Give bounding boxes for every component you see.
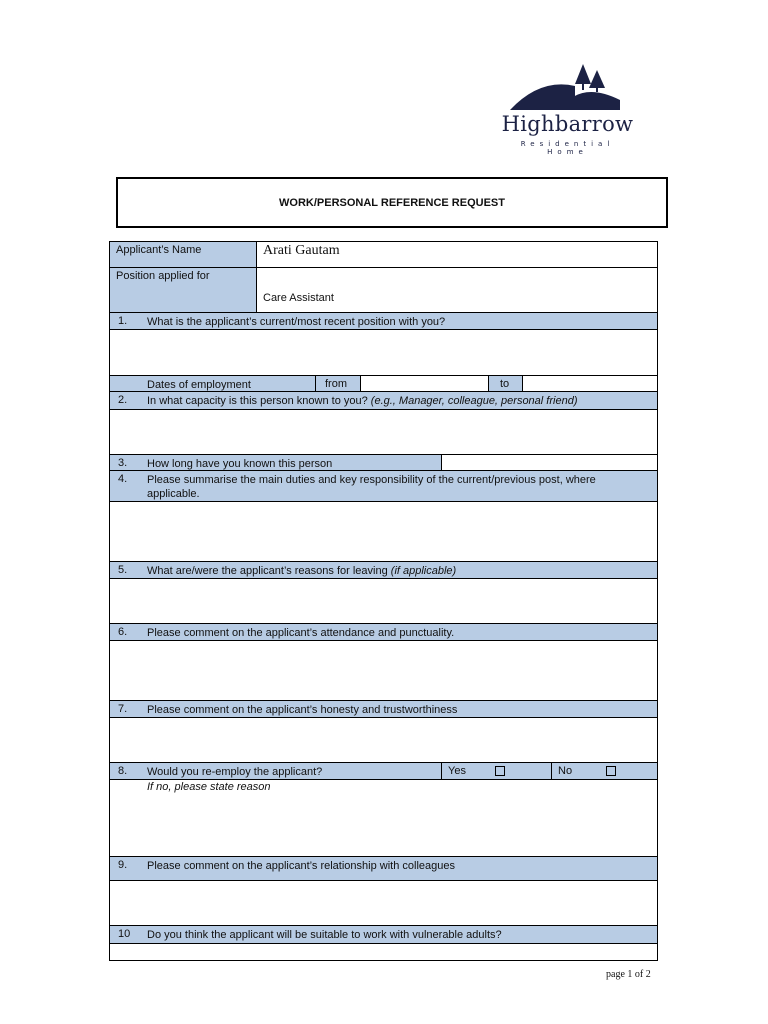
dates-row	[110, 376, 657, 392]
q1-text: What is the applicant’s current/most recent position with you?	[147, 316, 446, 328]
q8-yes-label: Yes	[448, 765, 466, 777]
q1-header	[110, 313, 657, 330]
q5-answer-field[interactable]	[110, 579, 657, 624]
q8-text: Would you re-employ the applicant?	[147, 766, 323, 778]
dates-from-field[interactable]	[360, 376, 488, 391]
q7-number: 7.	[118, 703, 128, 715]
logo-subtitle: Residential	[520, 140, 615, 148]
reference-form	[109, 241, 658, 961]
hill-tree-icon	[505, 60, 630, 112]
q10-answer-field[interactable]	[110, 944, 657, 960]
q3-text: How long have you known this person	[147, 458, 333, 470]
highbarrow-logo	[495, 60, 640, 160]
q8-no-label: No	[558, 765, 573, 777]
logo-subtitle-home: Home	[547, 148, 588, 156]
position-label: Position applied for	[116, 270, 210, 282]
q9-header	[110, 857, 657, 881]
yes-checkbox[interactable]	[495, 766, 505, 776]
q7-header	[110, 701, 657, 718]
q5-header	[110, 562, 657, 579]
q9-number: 9.	[118, 859, 128, 871]
q10-header	[110, 926, 657, 944]
q5-text: What are/were the applicant’s reasons for leaving	[147, 565, 388, 577]
q4-number: 4.	[118, 473, 128, 485]
applicant-name-value: Arati Gautam	[263, 243, 340, 258]
q2-header	[110, 392, 657, 410]
q2-text: In what capacity is this person known to you?	[147, 395, 368, 407]
q2-number: 2.	[118, 394, 128, 406]
q1-number: 1.	[118, 315, 128, 327]
q8-reason-hint: If no, please state reason	[147, 781, 271, 793]
q8-no-option[interactable]	[551, 763, 657, 779]
applicant-name-label: Applicant’s Name	[116, 244, 202, 256]
applicant-name-field[interactable]	[256, 242, 657, 267]
q4-header	[110, 471, 657, 502]
q9-text: Please comment on the applicant’s relationship with colleagues	[147, 860, 455, 872]
q3-header	[110, 455, 657, 471]
applicant-name-label-cell	[110, 242, 256, 267]
dates-to-label: to	[500, 378, 510, 390]
dates-label: Dates of employment	[147, 379, 251, 391]
q2-question	[147, 394, 647, 408]
q8-number: 8.	[118, 765, 128, 777]
q5-question	[147, 564, 647, 578]
position-value: Care Assistant	[263, 292, 334, 304]
dates-from-label-cell	[315, 376, 360, 391]
no-checkbox[interactable]	[606, 766, 616, 776]
q6-number: 6.	[118, 626, 128, 638]
q6-answer-field[interactable]	[110, 641, 657, 701]
q9-answer-field[interactable]	[110, 881, 657, 926]
q10-text: Do you think the applicant will be suitable to work with vulnerable adults?	[147, 929, 502, 941]
form-title	[116, 177, 668, 228]
position-row	[110, 268, 657, 313]
page-number: page 1 of 2	[606, 969, 651, 980]
q6-header	[110, 624, 657, 641]
q4-answer-field[interactable]	[110, 502, 657, 562]
q7-text: Please comment on the applicant’s honesty and trustworthiness	[147, 704, 458, 716]
dates-to-label-cell	[488, 376, 522, 391]
q8-header	[110, 763, 657, 780]
dates-to-field[interactable]	[522, 376, 657, 391]
applicant-name-row	[110, 242, 657, 268]
q5-hint: (if applicable)	[390, 565, 457, 577]
dates-from-label: from	[325, 378, 347, 390]
position-label-cell	[110, 268, 256, 312]
q3-answer-field[interactable]	[441, 455, 657, 470]
q2-hint: (e.g., Manager, colleague, personal friend)	[370, 395, 578, 407]
q8-reason-field[interactable]	[110, 780, 657, 857]
q7-answer-field[interactable]	[110, 718, 657, 763]
q2-answer-field[interactable]	[110, 410, 657, 455]
q1-answer-field[interactable]	[110, 330, 657, 376]
q6-text: Please comment on the applicant’s attendance and punctuality.	[147, 627, 455, 639]
q4-text: Please summarise the main duties and key responsibility of the current/previous post, where applicable.	[147, 474, 596, 500]
form-title-text: WORK/PERSONAL REFERENCE REQUEST	[279, 196, 505, 209]
q10-number: 10	[118, 928, 131, 940]
position-field[interactable]	[256, 268, 657, 312]
logo-name: Highbarrow	[501, 112, 634, 136]
q5-number: 5.	[118, 564, 128, 576]
q8-yes-option[interactable]	[441, 763, 551, 779]
q3-number: 3.	[118, 457, 128, 469]
